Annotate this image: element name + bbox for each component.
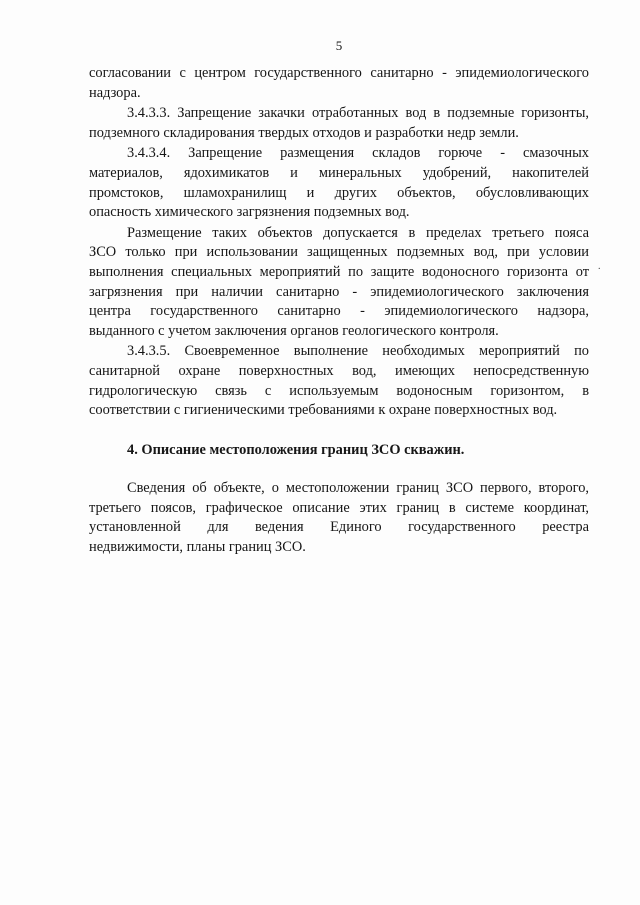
text-line: 3.4.3.3. Запрещение закачки отработанных вод в подземные горизонты,	[127, 105, 589, 122]
text-line: Размещение таких объектов допускается в пределах третьего пояса	[127, 224, 589, 241]
scan-speck: .	[598, 261, 601, 272]
text-line: недвижимости, планы границ ЗСО.	[89, 538, 306, 555]
text-line: Сведения об объекте, о местоположении границ ЗСО первого, второго,	[127, 480, 589, 496]
paragraph-3-4-3-4	[89, 144, 589, 222]
text-line: третьего поясов, графическое описание этих границ в системе координат,	[89, 499, 589, 516]
text-line: выполнения специальных мероприятий по защите водоносного горизонта от	[89, 263, 589, 280]
section-heading: 4. Описание местоположения границ ЗСО скважин.	[127, 442, 465, 458]
text-line: загрязнения при наличии санитарно - эпидемиологического заключения	[89, 283, 589, 300]
text-line: выданного с учетом заключения органов геологического контроля.	[89, 322, 499, 339]
text-line: опасность химического загрязнения подземных вод.	[89, 204, 410, 221]
text-line: ЗСО только при использовании защищенных подземных вод, при условии	[89, 244, 589, 261]
text-line: гидрологическую связь с используемым водоносным горизонтом, в	[89, 382, 589, 399]
paragraph-3-4-3-3	[89, 104, 589, 143]
paragraph-placement	[89, 224, 589, 342]
text-line: согласовании с центром государственного санитарно - эпидемиологического	[89, 65, 589, 81]
text-line: центра государственного санитарно - эпидемиологического надзора,	[89, 303, 589, 320]
paragraph-3-4-3-5	[89, 342, 589, 420]
text-line: 3.4.3.4. Запрещение размещения складов горюче - смазочных	[127, 145, 589, 162]
text-line: соответствии с гигиеническими требованиями к охране поверхностных вод.	[89, 402, 558, 419]
text-line: установленной для ведения Единого государственного реестра	[89, 519, 589, 536]
document-body	[89, 64, 589, 422]
text-line: материалов, ядохимикатов и минеральных удобрений, накопителей	[89, 164, 589, 181]
text-line: промстоков, шламохранилищ и других объектов, обусловливающих	[89, 184, 589, 201]
page-number: 5	[335, 38, 343, 53]
paragraph-object-info	[89, 479, 589, 557]
text-line: санитарной охране поверхностных вод, имеющих непосредственную	[89, 362, 589, 379]
text-line: надзора.	[89, 84, 141, 101]
section-4-body	[89, 479, 589, 558]
text-line: 3.4.3.5. Своевременное выполнение необходимых мероприятий по	[127, 343, 589, 360]
paragraph-continuation	[89, 64, 589, 103]
text-line: подземного складирования твердых отходов и разработки недр земли.	[89, 124, 519, 141]
